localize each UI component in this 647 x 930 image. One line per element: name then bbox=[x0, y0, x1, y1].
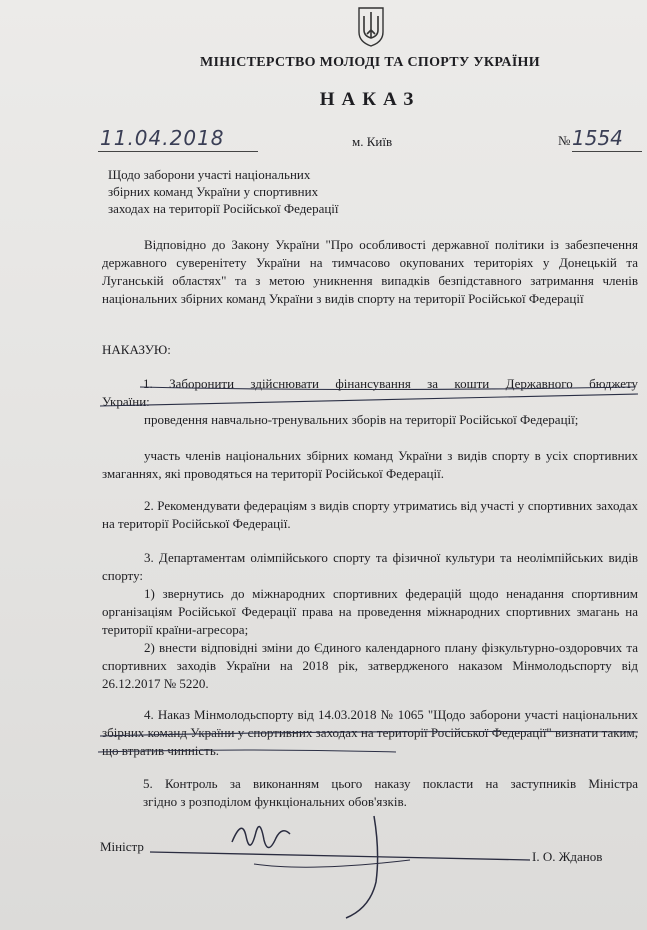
item-5-line-2: згідно з розподілом функціональних обов'язків. bbox=[143, 794, 407, 809]
trident-emblem-icon bbox=[355, 4, 387, 48]
city-label: м. Київ bbox=[352, 134, 393, 149]
document-title: НАКАЗ bbox=[319, 89, 421, 110]
number-underline bbox=[572, 151, 642, 152]
date-underline bbox=[98, 151, 258, 152]
item-1-a: проведення навчально-тренувальних зборів на території Російської Федерації; bbox=[144, 412, 579, 427]
item-3-1: 1) звернутись до міжнародних спортивних федерацій щодо ненадання спортивним організаціям Російської Федерації права на проведення міжнародних спортивних змагань на території країни-агресора; bbox=[102, 586, 638, 637]
subject-line: заходах на території Російської Федерації bbox=[108, 201, 339, 216]
item-2: 2. Рекомендувати федераціям з видів спорту утриматись від участі у спортивних заходах на території Російської Федерації. bbox=[102, 498, 638, 531]
item-5-line-1: 5. Контроль за виконанням цього наказу покласти на заступників Міністра bbox=[143, 776, 638, 791]
handwritten-number: 1554 bbox=[572, 126, 623, 150]
item-1-line-1: 1. Заборонити здійснювати фінансування за кошти Державного бюджету bbox=[143, 376, 638, 391]
ministry-name: МІНІСТЕРСТВО МОЛОДІ ТА СПОРТУ УКРАЇНИ bbox=[200, 55, 540, 70]
signatory-name: І. О. Жданов bbox=[532, 849, 603, 864]
handwritten-date: 11.04.2018 bbox=[100, 126, 225, 150]
subject-line: збірних команд України у спортивних bbox=[108, 184, 319, 199]
handwritten-signature bbox=[150, 812, 540, 924]
underline-stroke-1 bbox=[100, 384, 640, 414]
signatory-title: Міністр bbox=[100, 839, 144, 854]
number-label: № bbox=[558, 133, 571, 148]
item-4: 4. Наказ Мінмолодьспорту від 14.03.2018 № 1065 "Щодо заборони участі національних збірних команд України у спортивних заходах на території Російської Федерації" визнати таким, що втратив чинність. bbox=[102, 707, 638, 758]
item-1-b: участь членів національних збірних команд України з видів спорту в усіх спортивних змаганнях, які проводяться на території Російської Федерації. bbox=[102, 448, 638, 481]
preamble: Відповідно до Закону України "Про особливості державної політики із забезпечення державного суверенітету України на тимчасово окупованих територіях у Донецькій та Луганській областях" та з метою уникнення випадків безпідставного затримання членів національних збірних команд України з видів спорту на території Російської Федерації bbox=[102, 237, 638, 306]
item-3: 3. Департаментам олімпійського спорту та фізичної культури та неолімпійських видів спорту: bbox=[102, 550, 638, 583]
order-subject bbox=[108, 166, 408, 217]
item-1-line-2: України: bbox=[102, 394, 150, 409]
item-3-2: 2) внести відповідні зміни до Єдиного календарного плану фізкультурно-оздоровчих та спортивних заходів України на 2018 рік, затвердженого наказом Мінмолодьспорту від 26.12.2017 № 5220. bbox=[102, 640, 638, 691]
order-word: НАКАЗУЮ: bbox=[102, 342, 171, 357]
underline-stroke-2 bbox=[96, 718, 641, 758]
subject-line: Щодо заборони участі національних bbox=[108, 167, 311, 182]
